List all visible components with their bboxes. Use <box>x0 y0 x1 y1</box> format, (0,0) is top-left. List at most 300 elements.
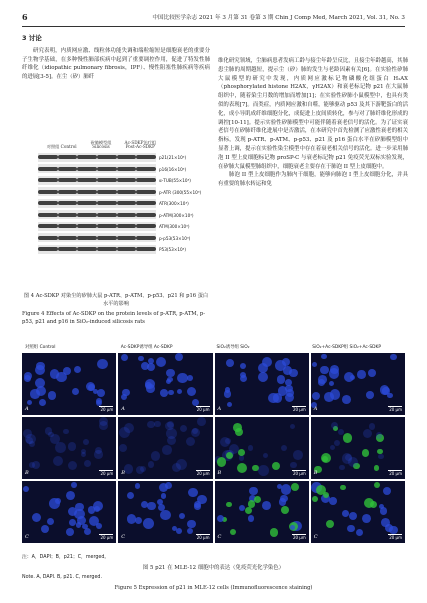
nucleus <box>147 502 155 510</box>
nucleus <box>148 461 155 468</box>
nucleus <box>194 503 201 510</box>
wb-band-row <box>38 244 196 256</box>
wb-band <box>58 247 78 251</box>
nucleus <box>167 436 176 445</box>
if-row-tag: C <box>121 534 126 540</box>
nucleus <box>258 465 269 476</box>
nucleus <box>176 528 182 534</box>
nucleus <box>240 372 246 378</box>
figure-4-caption <box>22 292 210 326</box>
wb-band-label: p-ATR (300(55×10³) <box>159 189 202 195</box>
if-panel <box>311 481 405 543</box>
if-panel <box>311 353 405 415</box>
nucleus <box>168 390 173 395</box>
nucleus <box>239 455 244 460</box>
figure-4-caption-en: Figure 4 Effects of Ac-SDKP on the protein levels of p-ATR, p-ATM, p-p53, p21 and p16 in SiO₂-induced silicosis rats <box>22 311 205 325</box>
wb-band <box>38 201 58 205</box>
nucleus <box>50 369 60 379</box>
if-row-tag: C <box>313 534 318 540</box>
wb-band-label: p-ATM(300×10³) <box>159 212 194 218</box>
nucleus <box>63 367 71 375</box>
nucleus <box>217 515 224 522</box>
if-panel <box>215 353 309 415</box>
nucleus <box>147 363 155 371</box>
nucleus <box>197 495 207 505</box>
nucleus <box>72 388 79 395</box>
wb-band-row <box>38 175 196 187</box>
wb-band <box>136 190 156 194</box>
wb-band <box>77 201 97 205</box>
if-row-tag: A <box>217 406 222 412</box>
wb-band-row <box>38 198 196 210</box>
if-panel <box>215 417 309 479</box>
wb-band <box>97 167 117 171</box>
nucleus <box>226 359 234 367</box>
nucleus <box>279 498 286 505</box>
wb-band-row <box>38 152 196 164</box>
nucleus <box>161 493 166 498</box>
figure-4-caption-cn: 图 4 Ac-SDKP 对染尘的矽肺大鼠 p-ATR、p-ATM、p-p53、p21 和 p16 蛋白水平的影响 <box>23 293 209 307</box>
if-col-header: Ac-SDKP诱导组 Ac-SDKP <box>120 345 173 350</box>
wb-band <box>58 190 78 194</box>
nucleus <box>86 382 95 391</box>
nucleus <box>93 501 103 511</box>
if-panel <box>22 353 116 415</box>
wb-band <box>77 247 97 251</box>
nucleus <box>344 372 354 382</box>
nucleus <box>369 423 376 430</box>
p21-signal <box>316 485 326 495</box>
wb-band <box>77 213 97 217</box>
if-row-tag: B <box>217 470 222 476</box>
if-row <box>22 417 405 479</box>
nucleus <box>165 482 172 489</box>
nucleus <box>334 440 340 446</box>
scale-label: 20 μm <box>100 535 114 540</box>
nucleus <box>329 381 334 386</box>
wb-band-row <box>38 221 196 233</box>
if-col-header: SiO₂+Ac-SDKP组 SiO₂+Ac-SDKP <box>312 345 382 350</box>
wb-band <box>117 155 137 159</box>
wb-band-strip <box>38 164 156 174</box>
p21-signal <box>238 449 245 456</box>
if-row-tag: A <box>313 406 318 412</box>
wb-band-label: ATM(300×10³) <box>159 224 190 230</box>
p21-signal <box>374 482 380 488</box>
nucleus <box>94 450 102 458</box>
wb-band-row <box>38 164 196 176</box>
wb-band-strip <box>38 245 156 255</box>
nucleus <box>71 482 77 488</box>
nucleus <box>68 442 77 451</box>
nucleus <box>121 394 127 400</box>
scale-label: 20 μm <box>389 535 402 540</box>
nucleus <box>147 421 155 429</box>
nucleus <box>383 487 391 495</box>
nucleus <box>83 439 89 445</box>
nucleus <box>177 389 182 394</box>
figure-5-caption-en: Figure 5 Expression of p21 in MLE-12 cells (Immunofluorescence staining) <box>114 585 313 591</box>
wb-band <box>58 236 78 240</box>
scale-label: 20 μm <box>196 535 210 540</box>
nucleus <box>84 528 91 535</box>
p21-signal <box>343 433 352 442</box>
nucleus <box>165 422 173 430</box>
wb-band <box>117 224 137 228</box>
wb-band <box>97 155 117 159</box>
wb-band <box>136 155 156 159</box>
nucleus <box>66 528 74 536</box>
nucleus <box>97 389 105 397</box>
western-blot-bands <box>38 152 202 256</box>
nucleus <box>177 373 188 384</box>
nucleus <box>390 354 397 361</box>
nucleus <box>290 462 297 469</box>
nucleus <box>197 417 206 426</box>
western-blot-header <box>38 140 160 150</box>
nucleus <box>357 370 365 378</box>
nucleus <box>249 487 258 496</box>
wb-band <box>38 247 58 251</box>
nucleus <box>24 375 31 382</box>
p21-signal <box>230 529 236 535</box>
nucleus <box>127 492 134 499</box>
nucleus <box>320 366 329 375</box>
nucleus <box>160 510 170 520</box>
nucleus <box>45 427 52 434</box>
p21-signal <box>237 463 247 473</box>
wb-band <box>97 247 117 251</box>
nucleus <box>172 463 181 472</box>
nucleus <box>186 437 195 446</box>
nucleus <box>68 461 77 470</box>
p21-signal <box>217 457 227 467</box>
figure-5-caption-cn: 图 5 p21 在 MLE-12 细胞中的表达（免疫荧光化学染色） <box>142 565 285 571</box>
nucleus <box>187 387 196 396</box>
journal-running-title: 中国比较医学杂志 2021 年 3 月第 31 卷第 3 期 Chin J Comp Med, March 2021, Vol. 31, No. 3 <box>152 15 405 21</box>
nucleus <box>278 386 287 395</box>
nucleus <box>362 514 371 523</box>
nucleus <box>162 445 172 455</box>
wb-band-strip <box>38 233 156 243</box>
p21-signal <box>254 496 261 503</box>
nucleus <box>258 372 268 382</box>
nucleus <box>248 515 254 521</box>
nucleus <box>84 460 91 467</box>
nucleus <box>77 516 86 525</box>
wb-band-row <box>38 210 196 222</box>
wb-band <box>117 201 137 205</box>
wb-band <box>38 178 58 182</box>
nucleus <box>154 421 160 427</box>
nucleus <box>47 518 54 525</box>
scale-label: 20 μm <box>389 407 402 412</box>
p21-signal <box>370 501 378 509</box>
wb-band <box>117 247 137 251</box>
scale-label: 20 μm <box>292 535 306 540</box>
wb-band <box>38 167 58 171</box>
nucleus <box>63 429 69 435</box>
nucleus <box>27 400 32 405</box>
nucleus <box>180 425 187 432</box>
p21-signal <box>272 462 280 470</box>
nucleus <box>220 437 230 447</box>
if-panel <box>118 353 212 415</box>
wb-band <box>58 155 78 159</box>
if-row-tag: C <box>217 534 222 540</box>
wb-band <box>77 190 97 194</box>
nucleus <box>188 488 198 498</box>
nucleus <box>281 484 291 494</box>
wb-band <box>38 236 58 240</box>
wb-band <box>136 213 156 217</box>
nucleus <box>121 354 128 361</box>
wb-band <box>58 213 78 217</box>
wb-band <box>58 178 78 182</box>
if-row-tag: B <box>121 470 125 476</box>
nucleus <box>166 369 175 378</box>
nucleus <box>312 362 317 367</box>
wb-band <box>58 201 78 205</box>
nucleus <box>187 520 195 528</box>
nucleus <box>48 391 56 399</box>
wb-band <box>77 236 97 240</box>
nucleus <box>293 450 303 460</box>
p21-signal <box>326 520 334 528</box>
p21-signal <box>362 449 370 457</box>
wb-band <box>136 247 156 251</box>
if-row-tag: A <box>25 406 29 412</box>
nucleus <box>281 445 287 451</box>
wb-band-strip <box>38 187 156 197</box>
scale-label: 20 μm <box>196 471 210 476</box>
scale-label: 20 μm <box>389 471 402 476</box>
wb-band-strip <box>38 199 156 209</box>
nucleus <box>376 432 382 438</box>
nucleus <box>138 356 144 362</box>
nucleus <box>36 362 44 370</box>
scale-label: 20 μm <box>292 407 306 412</box>
nucleus <box>89 516 99 526</box>
nucleus <box>127 514 136 523</box>
nucleus <box>29 462 35 468</box>
nucleus <box>23 486 29 492</box>
nucleus <box>356 529 364 537</box>
nucleus <box>135 483 141 489</box>
nucleus <box>378 454 384 460</box>
scale-label: 20 μm <box>100 407 114 412</box>
nucleus <box>143 518 154 529</box>
wb-band <box>136 201 156 205</box>
wb-band-strip <box>38 176 156 186</box>
nucleus <box>97 359 108 370</box>
nucleus <box>119 444 127 452</box>
wb-band <box>117 178 137 182</box>
p21-signal <box>226 502 232 508</box>
scale-label: 20 μm <box>196 407 210 412</box>
nucleus <box>239 505 245 511</box>
header-rule <box>22 26 405 27</box>
wb-band-strip <box>38 153 156 163</box>
nucleus <box>312 392 320 400</box>
nucleus <box>262 501 271 510</box>
wb-band <box>38 190 58 194</box>
section-title: 3 讨论 <box>22 34 42 42</box>
wb-band-label: p-p53(53×10³) <box>159 235 191 241</box>
wb-band <box>38 224 58 228</box>
nucleus <box>156 357 166 367</box>
nucleus <box>187 528 193 534</box>
p21-signal <box>245 507 252 514</box>
nucleus <box>148 358 154 364</box>
nucleus <box>318 379 325 386</box>
page-header <box>22 10 405 24</box>
nucleus <box>166 379 171 384</box>
nucleus <box>368 369 376 377</box>
figure-5-note-en: Note. A, DAPI. B, p21. C, merged. <box>22 575 102 580</box>
if-row-tag: C <box>25 534 29 540</box>
nucleus <box>342 395 351 404</box>
wb-band <box>97 190 117 194</box>
wb-band-label: P53(53×10³) <box>159 247 186 253</box>
right-column <box>218 57 408 189</box>
scale-label: 20 μm <box>292 471 306 476</box>
if-panel <box>215 481 309 543</box>
nucleus <box>321 354 327 360</box>
nucleus <box>227 402 232 407</box>
nucleus <box>151 451 161 461</box>
nucleus <box>339 465 345 471</box>
nucleus <box>225 387 231 393</box>
nucleus <box>268 393 279 404</box>
immunofluorescence-figure <box>22 344 405 543</box>
wb-band <box>117 236 137 240</box>
wb-col-header: 对照组 Control <box>46 144 77 150</box>
nucleus <box>349 512 357 520</box>
nucleus <box>240 363 246 369</box>
wb-band <box>117 213 137 217</box>
nucleus <box>329 497 337 505</box>
western-blot-figure <box>38 139 202 256</box>
nucleus <box>347 525 355 533</box>
nucleus <box>366 391 374 399</box>
wb-band <box>97 178 117 182</box>
wb-band-strip <box>38 210 156 220</box>
nucleus <box>175 353 183 361</box>
if-col-header: 对照组 Control <box>25 345 56 350</box>
wb-band <box>77 178 97 182</box>
wb-band-label: p21(21×10³) <box>159 155 187 161</box>
nucleus <box>160 389 168 397</box>
wb-band <box>117 167 137 171</box>
if-panel <box>311 417 405 479</box>
if-row-tag: A <box>121 406 125 412</box>
wb-band <box>136 236 156 240</box>
if-panel <box>22 481 116 543</box>
p21-signal <box>235 428 243 436</box>
wb-band-label: α-TUB(55×10³) <box>159 178 191 184</box>
wb-band-row <box>38 233 196 245</box>
wb-col-header: 矽肺模型组 Silicosis <box>90 139 112 150</box>
p21-signal <box>291 483 299 491</box>
wb-band <box>136 224 156 228</box>
wb-band <box>97 213 117 217</box>
if-row-tag: B <box>313 470 318 476</box>
nucleus <box>330 365 339 374</box>
nucleus <box>330 445 336 451</box>
wb-band <box>77 167 97 171</box>
wb-band-strip <box>38 222 156 232</box>
wb-band <box>77 155 97 159</box>
p21-signal <box>340 485 345 490</box>
nucleus <box>345 454 352 461</box>
wb-band-row <box>38 187 202 199</box>
if-row <box>22 353 405 415</box>
if-panel <box>22 417 116 479</box>
wb-band-label: p16(16×10³) <box>159 166 187 172</box>
nucleus <box>262 357 272 367</box>
nucleus <box>41 525 49 533</box>
nucleus <box>32 513 41 522</box>
scale-label: 20 μm <box>100 471 114 476</box>
nucleus <box>55 498 61 504</box>
nucleus <box>363 429 372 438</box>
nucleus <box>330 389 341 400</box>
nucleus <box>187 375 193 381</box>
figure-5-note-cn: 注：A，DAPI；B，p21；C，merged。 <box>22 555 110 560</box>
right-paragraph-1: 维化研究领域，尘肺病患者发病工龄与接尘年龄呈反比，且接尘年龄越高，其肺患尘肺的周期越短，提示尘（矽）肺的发生与老龄因素有关[6]。在实验性矽肺大鼠模型的研究中发现，内质网应激标记物磷酸化组蛋白 H₂AX（phosphorylated histone H2AX，γH2AX）和衰老标记物 p21 在大鼠肺组织中，随着染尘月数的增加而增加[1]；在实验性矽肺小鼠模型中，也具有类似的表现[7]。而类症，内质网应激和自噬，能够驱动 p53 及其下游靶蛋白的活化，成小导肌成纤维细胞分化，成促进上皮间质转化，参与对了肺纤维化形成的调控[10-11]。提示实验性矽肺模型中可能伴随着衰老信号的活化。为了证实衰老信号在矽肺纤维化进展中是否激活，在本研究中首先检测了应激性衰老的相关指标，发现 p-ATR、p-ATM、p-p53、p21 及 p16 蛋白水平在矽肺模型组中显著上调，提示在实验性染尘模型中存在着衰老相关信号的活化。进一步采用肺泡 II 型上皮细胞标记物 proSP-C 与衰老标记物 p21 免疫荧光双标实验发现，在矽肺大鼠模型肺组织中，细胞衰老主要存在于肺泡 II 型上皮细胞中。 <box>218 58 408 170</box>
nucleus <box>74 366 81 373</box>
p21-signal <box>270 528 278 536</box>
if-col-header: SiO₂诱导组 SiO₂ <box>216 345 250 350</box>
wb-band <box>117 190 137 194</box>
nucleus <box>179 513 185 519</box>
p21-signal <box>374 465 379 470</box>
left-paragraph: 研究表明，内质网应激、线粒体功能失调和端粒缩短是细胞衰老的重要分子生物学基础，在多种慢性肺部疾病中起到了重要调控作用，促进了特发性肺纤维化（idiopathic pulmonary fibrosis，IPF）、慢性阻塞性肺疾病等疾病的进展[3-5]。在尘（矽）肺纤 <box>22 47 210 81</box>
right-paragraph-2: 肺泡 II 型上皮细胞作为肺内干细胞，能够向肺泡 I 型上皮细胞分化，并具有重要的肺水转运和免 <box>218 172 408 188</box>
wb-band <box>77 224 97 228</box>
nucleus <box>289 369 297 377</box>
p21-signal <box>312 496 318 502</box>
nucleus <box>263 453 269 459</box>
nucleus <box>380 385 389 394</box>
wb-band <box>38 213 58 217</box>
nucleus <box>23 429 32 438</box>
nucleus <box>119 427 130 438</box>
p21-signal <box>281 506 289 514</box>
wb-band <box>136 178 156 182</box>
if-panel <box>118 481 212 543</box>
wb-band <box>136 167 156 171</box>
if-panel <box>118 417 212 479</box>
wb-band <box>97 201 117 205</box>
nucleus <box>290 424 295 429</box>
wb-band <box>97 224 117 228</box>
nucleus <box>248 445 254 451</box>
nucleus <box>39 399 46 406</box>
wb-band <box>58 167 78 171</box>
page-number: 6 <box>22 12 28 22</box>
nucleus <box>140 466 146 472</box>
wb-band-label: ATR(300×10³) <box>159 201 189 207</box>
if-row-tag: B <box>25 470 29 476</box>
if-header <box>22 344 405 353</box>
p21-signal <box>322 456 328 462</box>
wb-band <box>97 236 117 240</box>
if-panels <box>22 353 405 543</box>
if-row <box>22 481 405 543</box>
nucleus <box>53 456 63 466</box>
